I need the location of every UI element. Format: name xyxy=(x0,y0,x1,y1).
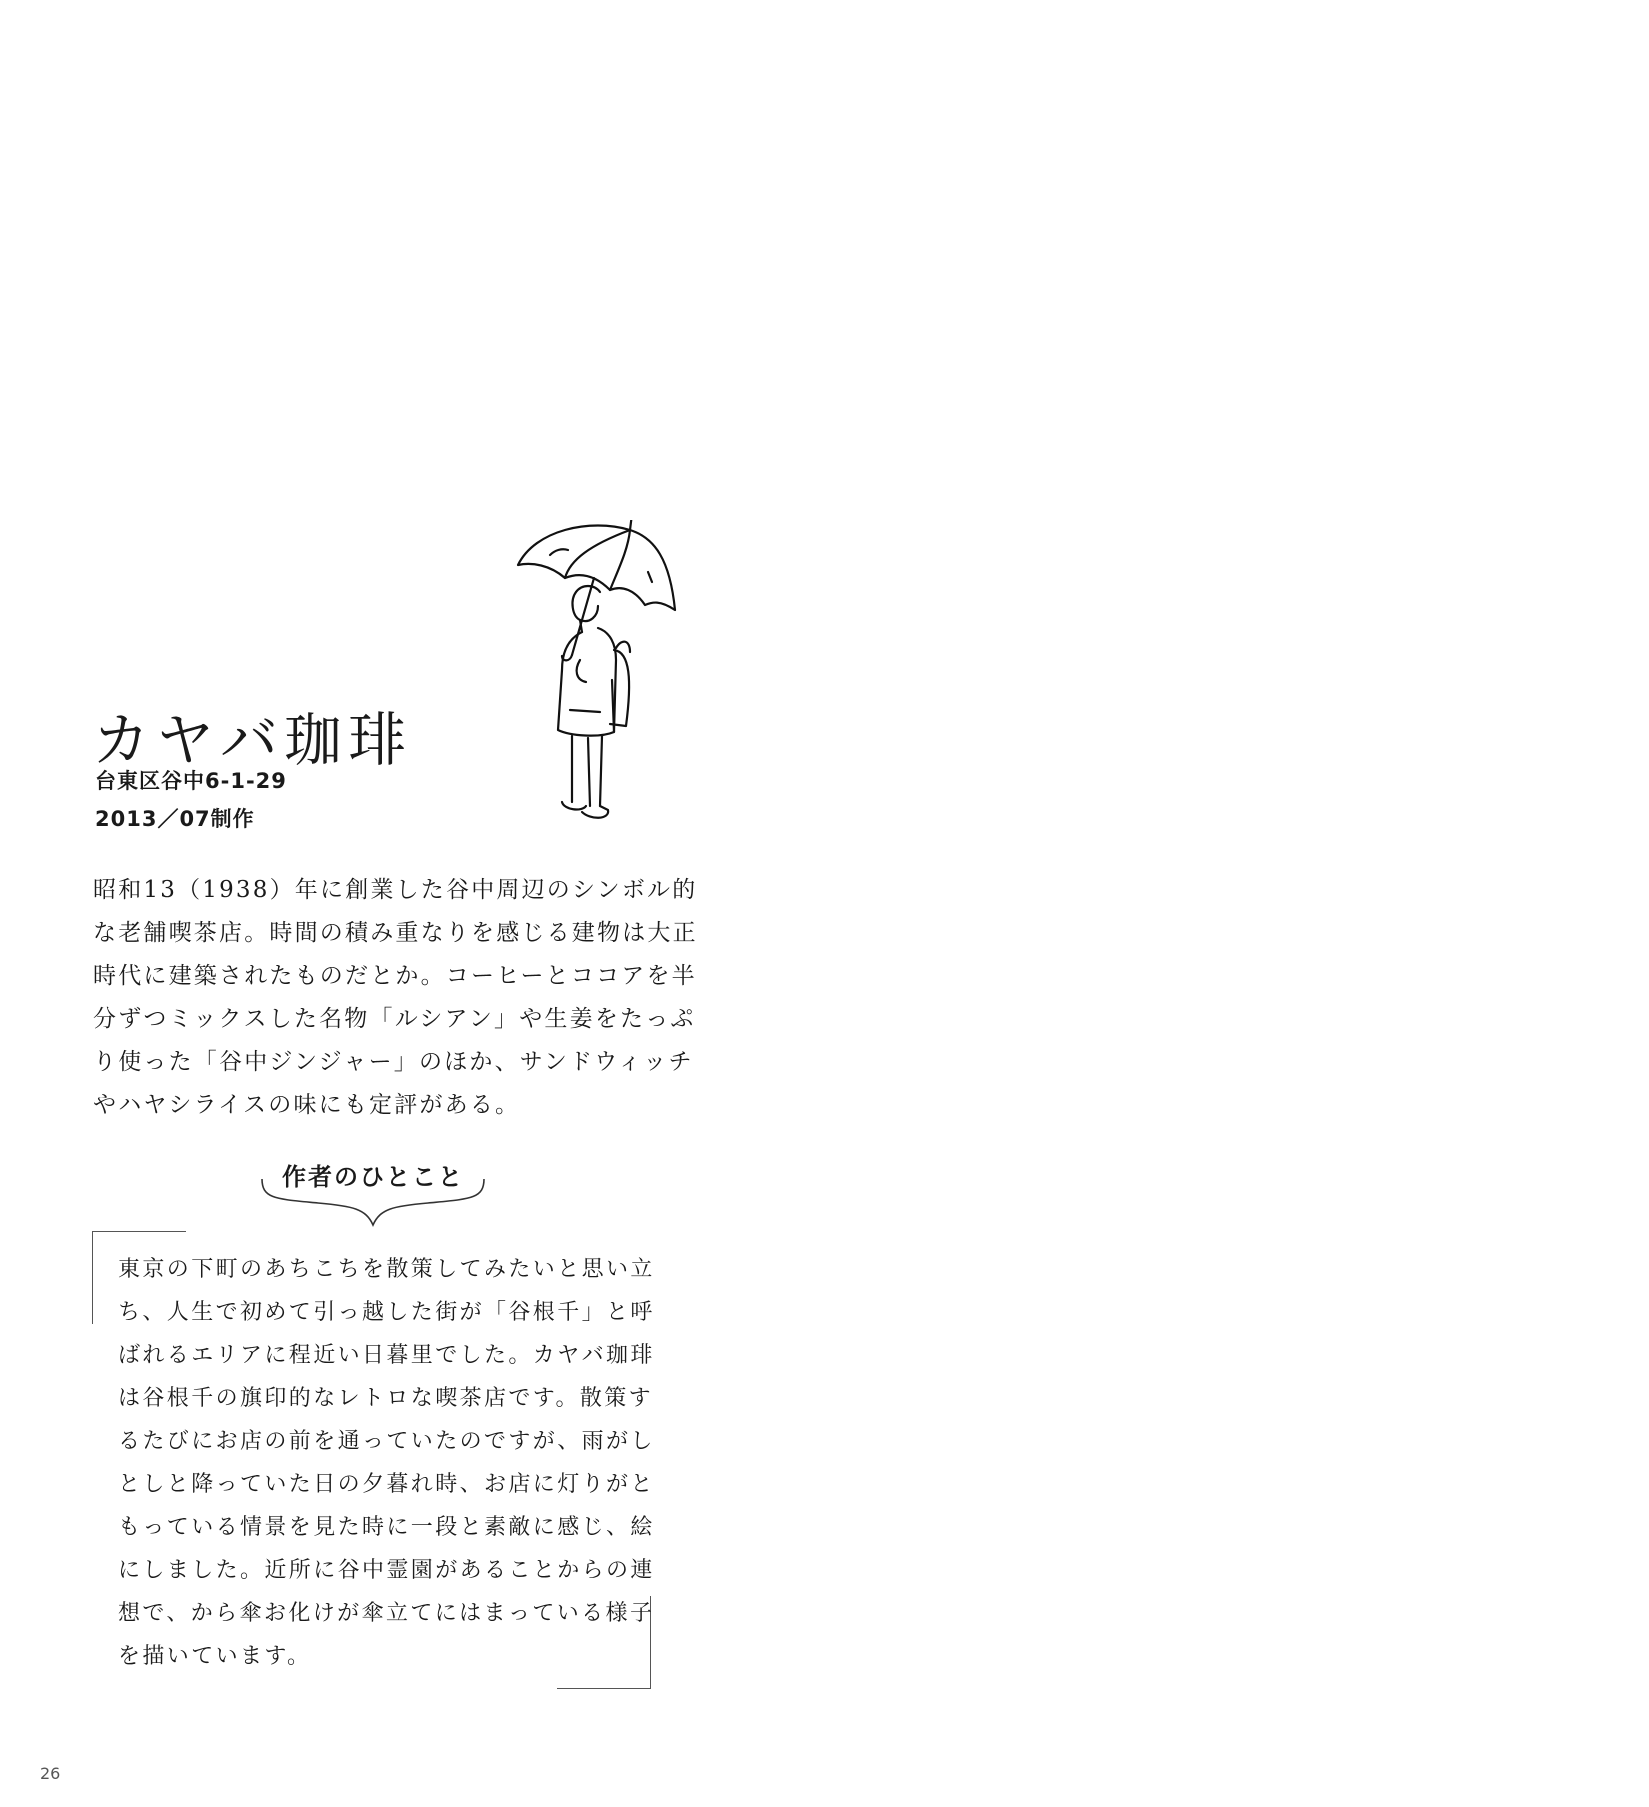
description-line: 時代に建築されたものだとか。コーヒーとココアを半 xyxy=(93,963,697,989)
shop-name: カヤバ珈琲 xyxy=(92,705,413,774)
comment-line: ち、人生で初めて引っ越した街が「谷根千」と呼 xyxy=(118,1300,655,1325)
description-line: やハヤシライスの味にも定評がある。 xyxy=(93,1092,521,1118)
comment-line: としと降っていた日の夕暮れ時、お店に灯りがと xyxy=(118,1472,655,1497)
description-line: 昭和13（1938）年に創業した谷中周辺のシンボル的 xyxy=(93,877,698,903)
creation-date: 2013／07制作 xyxy=(95,807,255,831)
comment-line: もっている情景を見た時に一段と素敵に感じ、絵 xyxy=(118,1515,655,1540)
umbrella-person-icon xyxy=(510,520,680,820)
comment-line: るたびにお店の前を通っていたのですが、雨がし xyxy=(118,1429,655,1454)
author-comment xyxy=(118,1248,658,1678)
author-comment-heading: 作者のひとこと xyxy=(282,1163,464,1191)
comment-line: にしました。近所に谷中霊園があることからの連 xyxy=(118,1558,655,1583)
shop-address: 台東区谷中6-1-29 xyxy=(95,769,287,793)
shop-meta xyxy=(95,762,287,838)
description-line: り使った「谷中ジンジャー」のほか、サンドウィッチ xyxy=(93,1049,694,1075)
comment-line: 想で、から傘お化けが傘立てにはまっている様子 xyxy=(118,1601,655,1626)
brace-divider xyxy=(258,1175,488,1230)
comment-line: ばれるエリアに程近い日暮里でした。カヤバ珈琲 xyxy=(118,1343,655,1368)
page-number: 26 xyxy=(40,1764,61,1783)
shop-description xyxy=(93,869,698,1127)
description-line: 分ずつミックスした名物「ルシアン」や生姜をたっぷ xyxy=(93,1006,696,1032)
description-line: な老舗喫茶店。時間の積み重なりを感じる建物は大正 xyxy=(93,920,698,946)
comment-line: は谷根千の旗印的なレトロな喫茶店です。散策す xyxy=(118,1386,654,1411)
comment-line: を描いています。 xyxy=(118,1644,312,1669)
comment-line: 東京の下町のあちこちを散策してみたいと思い立 xyxy=(118,1257,655,1282)
